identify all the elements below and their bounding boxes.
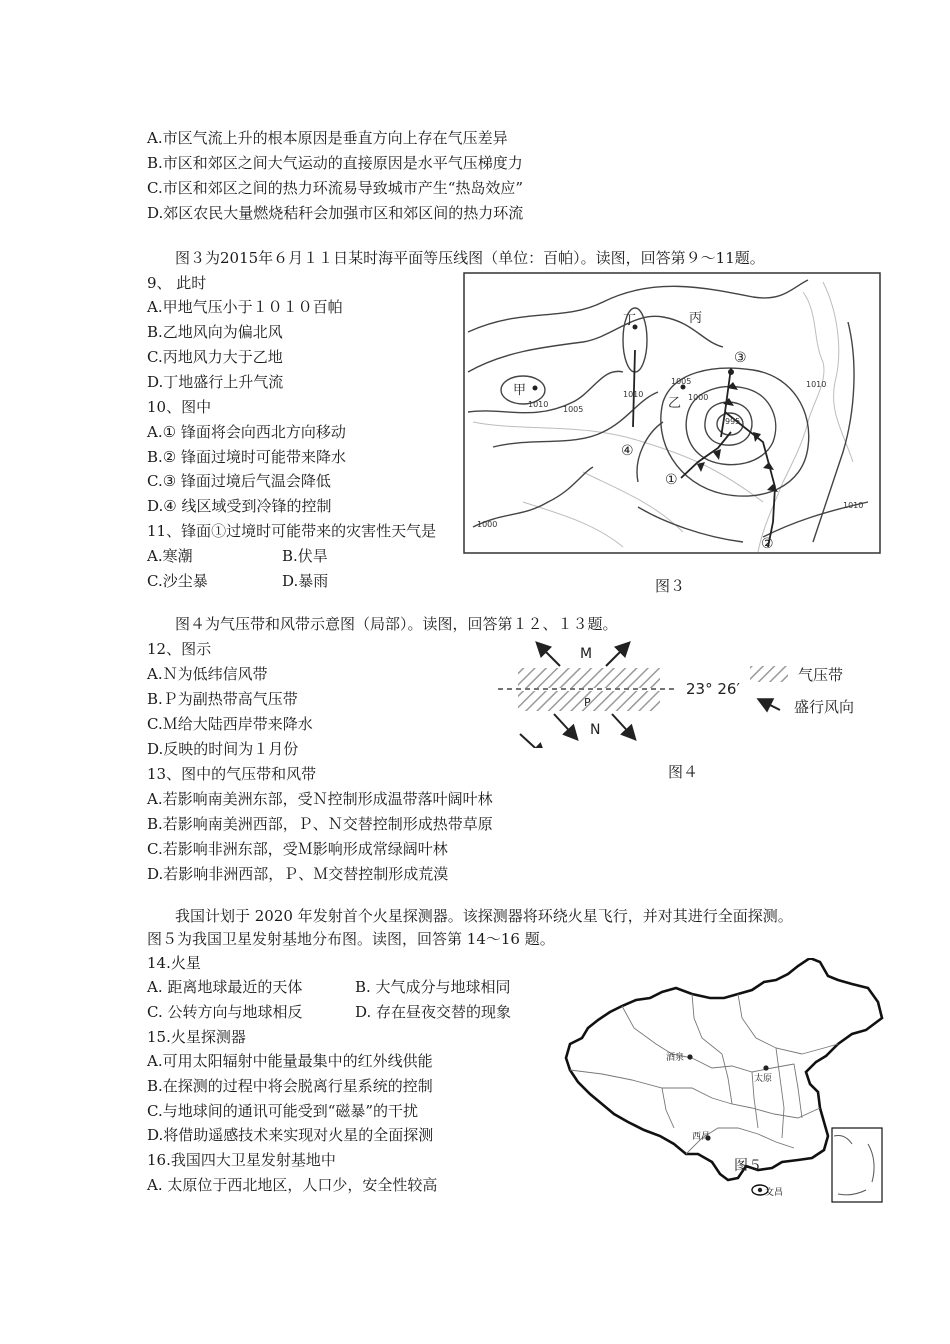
q15-option-d: D.将借助遥感技术来实现对火星的全面探测 — [147, 1126, 434, 1144]
isobar-label: 1010 — [806, 380, 827, 389]
place-jia: 甲 — [513, 383, 527, 398]
latitude-label: 23° 26′ — [686, 680, 740, 698]
isobar-label: 995 — [725, 417, 741, 426]
q10-option-a: A.① 锋面将会向西北方向移动 — [147, 423, 346, 441]
q11-option-a: A.寒潮 — [147, 547, 193, 565]
figure-4-caption: 图４ — [668, 763, 699, 781]
q9-option-b: B.乙地风向为偏北风 — [147, 323, 283, 341]
intro-figure-5-line1: 我国计划于 2020 年发射首个火星探测器。该探测器将环绕火星飞行，并对其进行全面探测。 — [175, 907, 793, 925]
isobar-label: 1010 — [528, 400, 549, 409]
legend-belt-swatch — [750, 666, 788, 682]
q10-option-b: B.② 锋面过境时可能带来降水 — [147, 448, 347, 466]
q10-option-d: D.④ 线区域受到冷锋的控制 — [147, 497, 332, 515]
q14-option-c: C. 公转方向与地球相反 — [147, 1003, 303, 1021]
place-ding: 丁 — [623, 313, 637, 328]
q10-option-c: C.③ 锋面过境后气温会降低 — [147, 472, 331, 490]
isobar-label: 1005 — [671, 377, 692, 386]
front-label-4: ④ — [621, 443, 634, 459]
q9-option-c: C.丙地风力大于乙地 — [147, 348, 283, 366]
q14-option-d: D. 存在昼夜交替的现象 — [355, 1003, 512, 1021]
pressure-belt-upper — [518, 668, 660, 688]
front-label-1: ① — [665, 472, 678, 488]
intro-figure-3: 图３为2015年６月１１日某时海平面等压线图（单位：百帕）。读图，回答第９～11题。 — [175, 249, 765, 267]
wind-arrow — [554, 714, 576, 738]
q8-option-d: D.郊区农民大量燃烧秸秆会加强市区和郊区间的热力环流 — [147, 204, 524, 222]
q8-option-b: B.市区和郊区之间大气运动的直接原因是水平气压梯度力 — [147, 154, 523, 172]
site-taiyuan-label: 太原 — [754, 1074, 773, 1084]
q14-option-a: A. 距离地球最近的天体 — [147, 978, 303, 996]
site-jiuquan-dot — [687, 1054, 692, 1059]
site-xichang-label: 西昌 — [692, 1132, 711, 1142]
isobar-label: 1000 — [477, 520, 498, 529]
label-p: P — [584, 696, 591, 709]
front-label-2: ② — [761, 536, 774, 552]
q13-option-d: D.若影响非洲西部，Ｐ、Ｍ交替控制形成荒漠 — [147, 865, 449, 883]
q14-option-b: B. 大气成分与地球相同 — [355, 978, 511, 996]
q12-option-c: C.Ｍ给大陆西岸带来降水 — [147, 715, 313, 733]
place-bing: 丙 — [689, 311, 703, 326]
label-m: M — [580, 646, 593, 662]
q9-option-d: D.丁地盛行上升气流 — [147, 373, 284, 391]
q9-stem: 9、 此时 — [147, 274, 207, 292]
q12-option-a: A.Ｎ为低纬信风带 — [147, 665, 268, 683]
site-jiuquan-label: 酒泉 — [666, 1053, 685, 1063]
wind-arrow — [538, 644, 560, 666]
q13-option-c: C.若影响非洲东部，受Ｍ影响形成常绿阔叶林 — [147, 840, 448, 858]
front-label-3: ③ — [734, 350, 747, 366]
q11-stem: 11、锋面①过境时可能带来的灾害性天气是 — [147, 522, 437, 540]
q9-option-a: A.甲地气压小于１０１０百帕 — [147, 298, 343, 316]
legend-belt-label: 气压带 — [798, 666, 844, 684]
figure-5-china-map — [562, 958, 884, 1204]
q15-option-a: A.可用太阳辐射中能量最集中的红外线供能 — [147, 1052, 433, 1070]
q13-option-a: A.若影响南美洲东部，受Ｎ控制形成温带落叶阔叶林 — [147, 790, 493, 808]
intro-figure-5-line2: 图５为我国卫星发射基地分布图。读图，回答第 14～16 题。 — [147, 930, 555, 948]
q15-option-b: B.在探测的过程中将会脱离行星系统的控制 — [147, 1077, 433, 1095]
site-wenchang-label: 文昌 — [765, 1188, 784, 1198]
q8-option-c: C.市区和郊区之间的热力环流易导致城市产生“热岛效应” — [147, 179, 524, 197]
site-wenchang-dot — [758, 1188, 762, 1192]
q8-option-a: A.市区气流上升的根本原因是垂直方向上存在气压差异 — [147, 129, 508, 147]
q15-option-c: C.与地球间的通讯可能受到“磁暴”的干扰 — [147, 1102, 419, 1120]
place-yi: 乙 — [668, 396, 682, 411]
intro-figure-4: 图４为气压带和风带示意图（局部）。读图，回答第１２、１３题。 — [175, 615, 618, 633]
site-taiyuan-dot — [763, 1065, 768, 1070]
q15-stem: 15.火星探测器 — [147, 1028, 246, 1046]
label-n: N — [590, 722, 601, 738]
q11-option-b: B.伏旱 — [282, 547, 328, 565]
legend-wind-label: 盛行风向 — [794, 698, 855, 716]
figure-4-pressure-wind-belts — [498, 636, 880, 748]
wind-arrow — [612, 714, 634, 738]
q12-option-d: D.反映的时间为１月份 — [147, 740, 299, 758]
figure-3-caption: 图３ — [655, 577, 686, 595]
q12-option-b: B.Ｐ为副热带高气压带 — [147, 690, 298, 708]
q11-option-c: C.沙尘暴 — [147, 572, 208, 590]
q11-option-d: D.暴雨 — [282, 572, 329, 590]
q13-stem: 13、图中的气压带和风带 — [147, 765, 317, 783]
q14-stem: 14.火星 — [147, 954, 201, 972]
wind-arrow — [606, 644, 628, 666]
figure-5-caption: 图５ — [734, 1158, 762, 1174]
q10-stem: 10、图中 — [147, 398, 212, 416]
q16-option-a: A. 太原位于西北地区，人口少，安全性较高 — [147, 1176, 438, 1194]
q13-option-b: B.若影响南美洲西部，Ｐ、Ｎ交替控制形成热带草原 — [147, 815, 493, 833]
isobar-label: 1000 — [688, 393, 709, 402]
legend-wind-arrow — [760, 700, 780, 710]
q16-stem: 16.我国四大卫星发射基地中 — [147, 1151, 336, 1169]
isobar-label: 1005 — [563, 405, 584, 414]
q12-stem: 12、图示 — [147, 640, 212, 658]
isobar-label: 1010 — [843, 501, 864, 510]
figure-3-isobar-map — [463, 272, 881, 554]
isobar-label: 1010 — [623, 390, 644, 399]
